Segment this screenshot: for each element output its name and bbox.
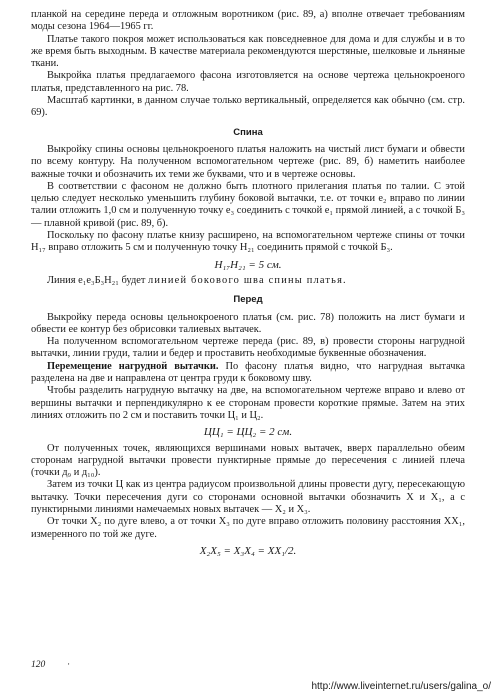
paragraph-13: От полученных точек, являющихся вершинами новых вытачек, вверх параллельно обеим сторонам нагрудной вытачки провести пунктирные прямые до пересечения с линией плеча (точки д₉ и д₁₀).: [31, 442, 465, 479]
heading-front: Перед: [233, 294, 263, 306]
formula-front-1: ЦЦ₁ = ЦЦ₂ = 2 см.: [203, 426, 293, 439]
paragraph-5: Выкройку спины основы цельнокроеного платья наложить на чистый лист бумаги и обвести по всему контуру. На полученном вспомогательном чертеже (рис. 89, б) наметить наиболее важные точки и обозначить их теми же буквами, что и в чертеже основы.: [31, 143, 465, 180]
page-number: 120: [31, 660, 46, 670]
heading-back: Спина: [233, 126, 263, 138]
source-url: http://www.liveinternet.ru/users/galina_o/: [311, 681, 491, 692]
paragraph-1: планкой на середине переда и отложным воротником (рис. 89, а) вполне отвечает требованиям моды сезона 1964—1965 гг.: [31, 9, 465, 33]
paragraph-2: Платье такого покроя может использоваться как повседневное для дома и для службы и в то же время быть выходным. В качестве материала рекомендуются шерстяные, шелковые и льняные ткани.: [31, 33, 465, 70]
paragraph-11-term: Перемещение нагрудной вытачки.: [47, 360, 219, 372]
paragraph-4: Масштаб картинки, в данном случае только вертикальный, определяется как обычно (см. стр. 69).: [31, 95, 465, 119]
paragraph-14: Затем из точки Ц как из центра радиусом произвольной длины провести дугу, пересекающую вытачку. Точки пересечения дуги со сторонами основной вытачки обозначить X и X₁, а с пунктирными линиями намечаемых новых вытачек — X₂ и X₃.: [31, 479, 465, 515]
paragraph-6: В соответствии с фасоном не должно быть плотного прилегания платья по талии. С этой целью следует несколько уменьшить глубину боковой вытачки, т.е. от точки е₂ вправо по линии талии отложить 1,0 см и полученную точку е₃ соединить с точкой е₁ прямой линией, а с точкой Б₃ — плавной кривой (рис. 89, б).: [31, 180, 465, 229]
paragraph-8: [31, 275, 465, 287]
paragraph-7: Поскольку по фасону платье книзу расширено, на вспомогательном чертеже спины от точки Н₁₇ вправо отложить 5 см и полученную точку Н₂₁ соединить прямой с точкой Б₃.: [31, 230, 465, 254]
paragraph-12: Чтобы разделить нагрудную вытачку на две, на вспомогательном чертеже вправо и влево от вершины вытачки и перпендикулярно к ее сторонам провести короткие прямые. Затем на этих линиях отложить по 2 см и поставить точки Ц₁ и Ц₂.: [31, 385, 465, 421]
paragraph-8-start: Линия е₁е₃Б₃Н₂₁ будет: [47, 274, 148, 286]
paragraph-15: От точки X₂ по дуге влево, а от точки X₃ по дуге вправо отложить половину расстояния XX₁, измеренного по той же дуге.: [31, 516, 465, 540]
paragraph-11: [31, 361, 465, 386]
paragraph-3: Выкройка платья предлагаемого фасона изготовляется на основе чертежа цельнокроеного платья, представленного на рис. 78.: [31, 70, 465, 94]
formula-back: Н₁₇Н₂₁ = 5 см.: [214, 258, 282, 271]
paragraph-11-body: По фасону платья видно, что нагрудная вытачка разделена на две и направлена от центра груди к боковому шву.: [31, 360, 465, 385]
paragraph-8-end: .: [343, 274, 346, 286]
paragraph-8-emphasis: линией бокового шва спины платья: [147, 274, 344, 286]
paragraph-10: На полученном вспомогательном чертеже переда (рис. 89, в) провести стороны нагрудной вытачки, линии груди, талии и бедер и проставить необходимые буквенные обозначения.: [31, 336, 465, 360]
text-column: [31, 9, 465, 561]
paragraph-9: Выкройку переда основы цельнокроеного платья (см. рис. 78) положить на лист бумаги и обвести ее контур без обрисовки талиевых вытачек.: [31, 311, 465, 335]
formula-front-2: X₂X₅ = X₃X₄ = XX₁/2.: [199, 544, 297, 557]
footer-mark: ·: [67, 660, 71, 670]
